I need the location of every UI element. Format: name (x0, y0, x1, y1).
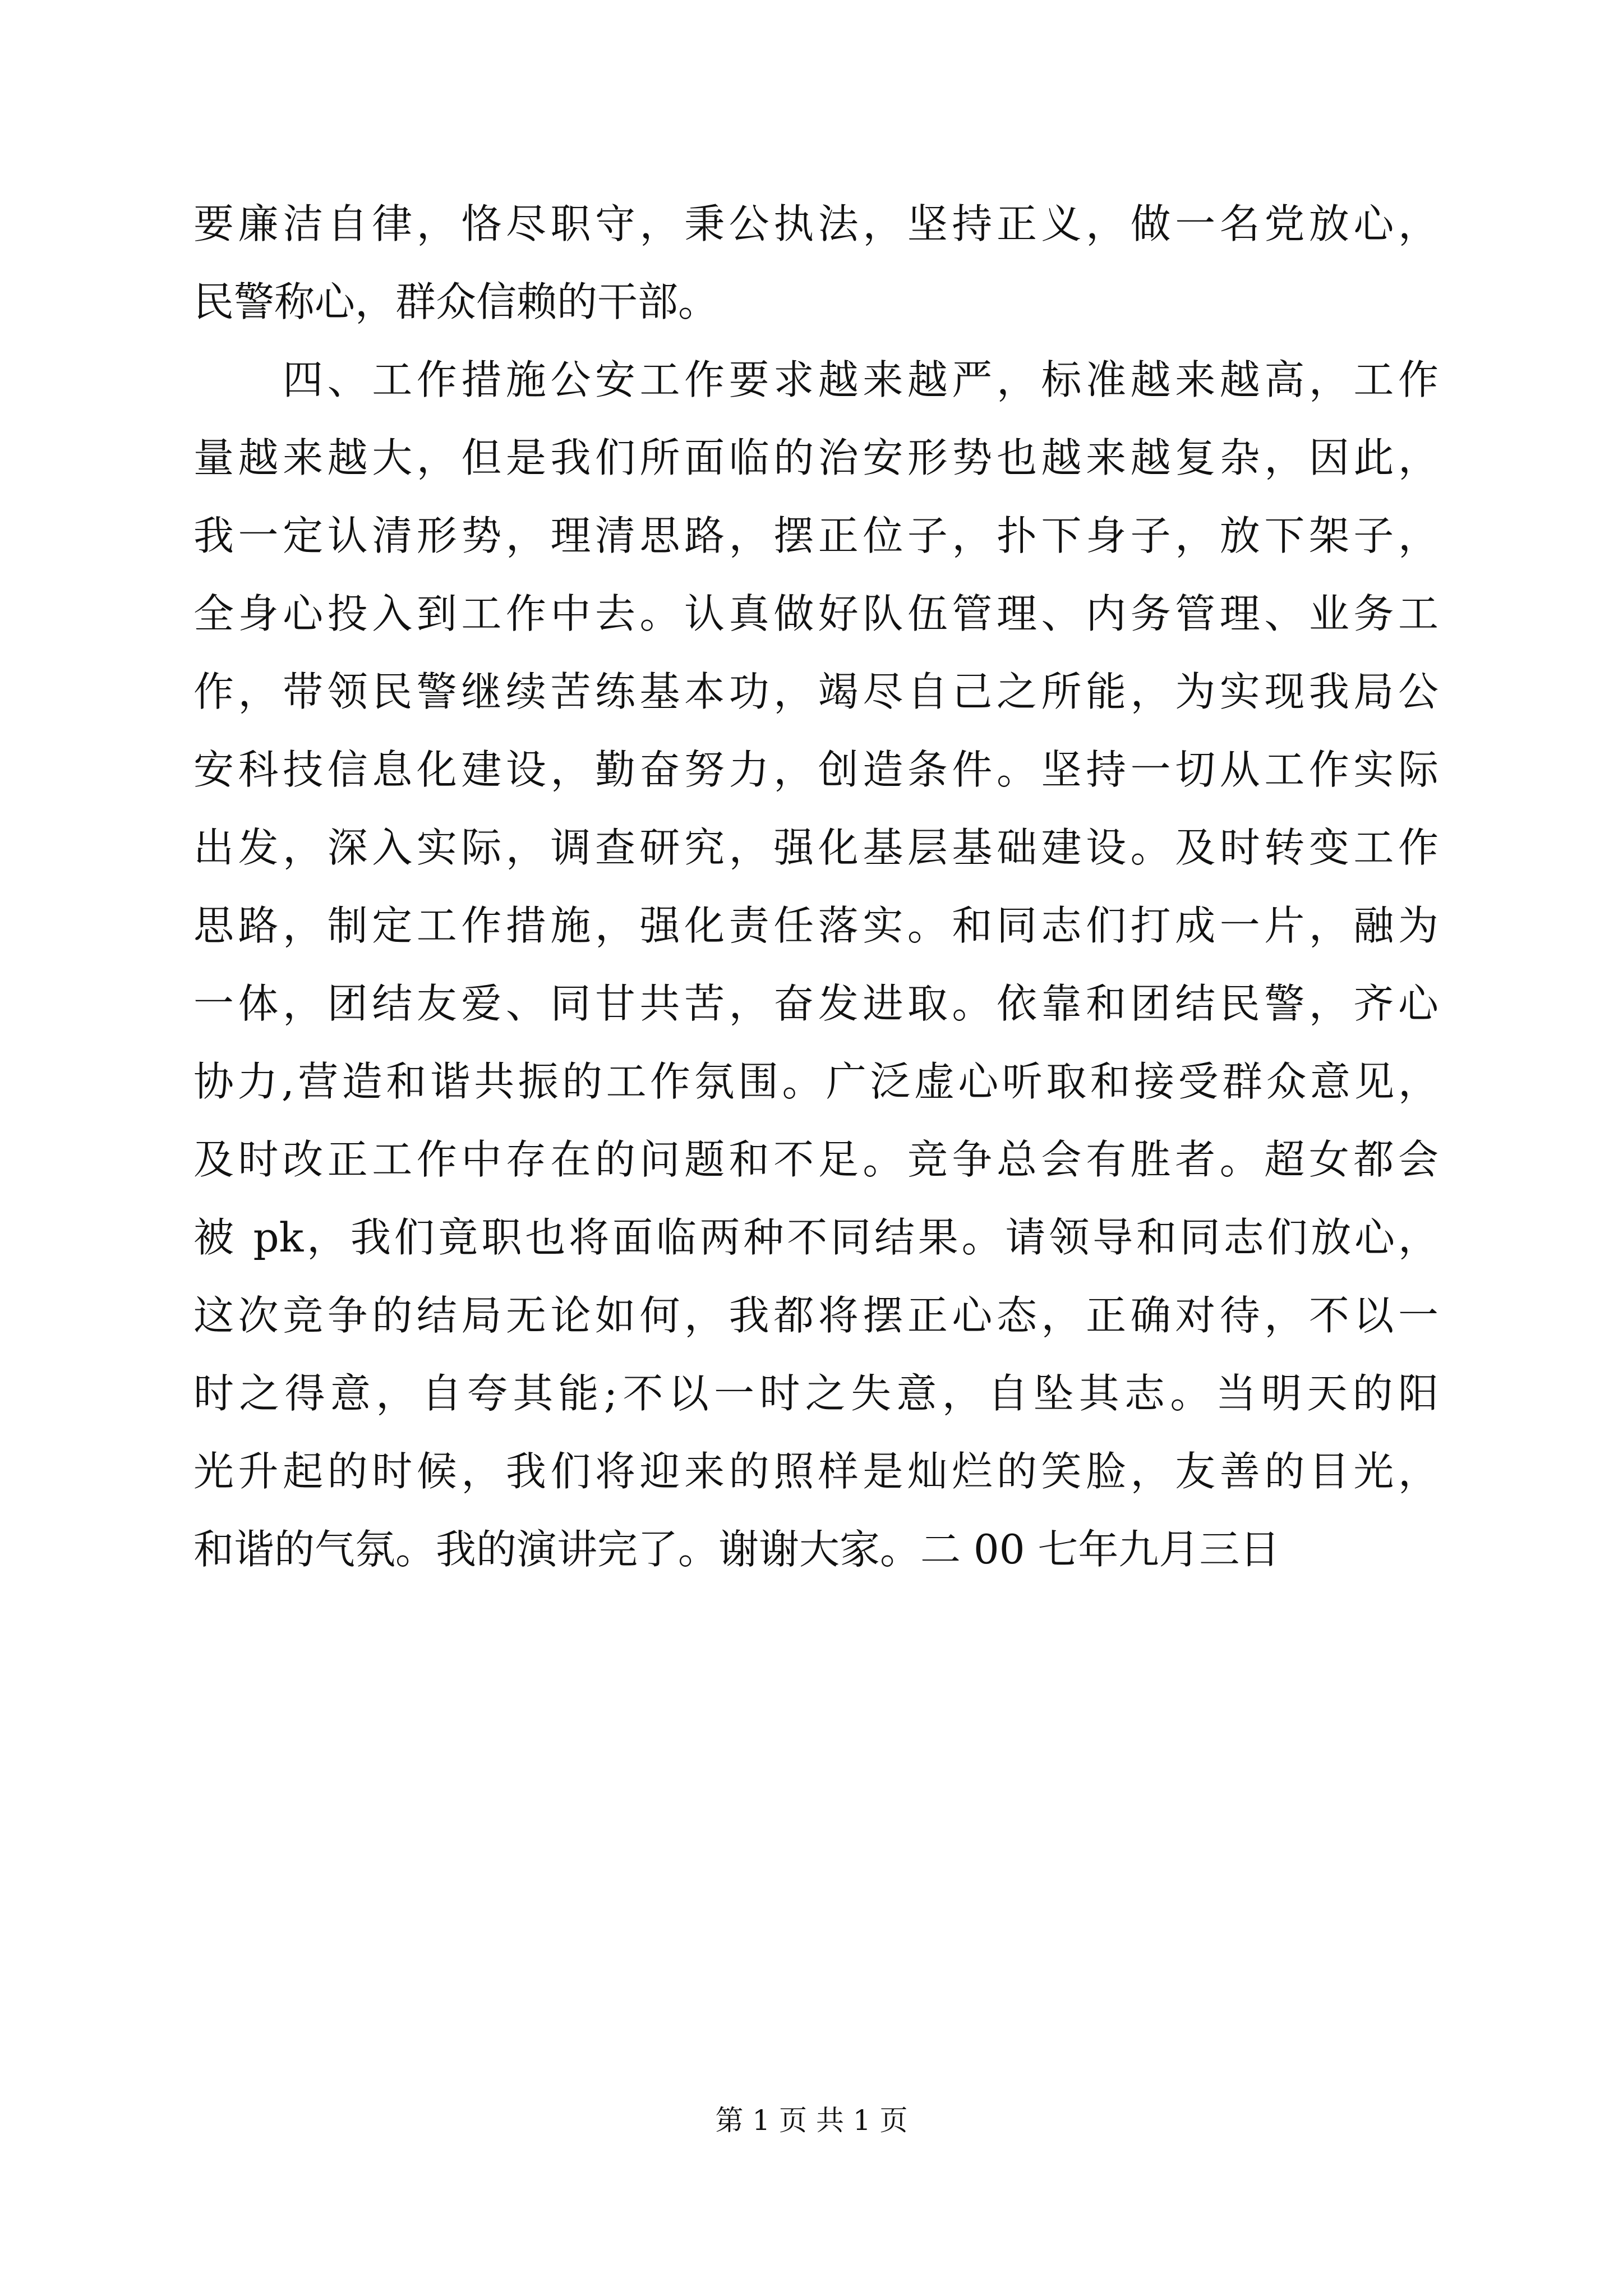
text-line: 协力,营造和谐共振的工作氛围。广泛虚心听取和接受群众意见， (193, 1058, 1438, 1105)
text-line: 一体，团结友爱、同甘共苦，奋发进取。依靠和团结民警，齐心 (193, 980, 1438, 1027)
text-line: 和谐的气氛。我的演讲完了。谢谢大家。二 00 七年九月三日 (193, 1526, 1280, 1573)
text-line: 时之得意，自夸其能;不以一时之失意，自坠其志。当明天的阳 (193, 1370, 1438, 1417)
text-line: 出发，深入实际，调查研究，强化基层基础建设。及时转变工作 (193, 824, 1438, 871)
text-line: 及时改正工作中存在的问题和不足。竞争总会有胜者。超女都会 (193, 1136, 1438, 1183)
body-text (193, 185, 1438, 1589)
text-line: 作，带领民警继续苦练基本功，竭尽自己之所能，为实现我局公 (193, 668, 1438, 715)
text-line: 量越来越大，但是我们所面临的治安形势也越来越复杂，因此， (193, 434, 1438, 481)
text-line: 思路，制定工作措施，强化责任落实。和同志们打成一片，融为 (193, 902, 1438, 949)
text-line: 安科技信息化建设，勤奋努力，创造条件。坚持一切从工作实际 (193, 746, 1438, 793)
text-line: 全身心投入到工作中去。认真做好队伍管理、内务管理、业务工 (193, 590, 1438, 637)
text-line: 被 pk，我们竟职也将面临两种不同结果。请领导和同志们放心， (193, 1214, 1438, 1261)
page-footer: 第 1 页 共 1 页 (715, 2104, 908, 2137)
text-line: 要廉洁自律，恪尽职守，秉公执法，坚持正义，做一名党放心， (193, 200, 1438, 247)
text-line: 四、工作措施公安工作要求越来越严，标准越来越高，工作 (193, 356, 1438, 403)
text-line: 这次竞争的结局无论如何，我都将摆正心态，正确对待，不以一 (193, 1292, 1438, 1339)
text-line: 我一定认清形势，理清思路，摆正位子，扑下身子，放下架子， (193, 512, 1438, 559)
text-line: 民警称心，群众信赖的干部。 (193, 278, 719, 325)
text-line: 光升起的时候，我们将迎来的照样是灿烂的笑脸，友善的目光， (193, 1448, 1438, 1495)
